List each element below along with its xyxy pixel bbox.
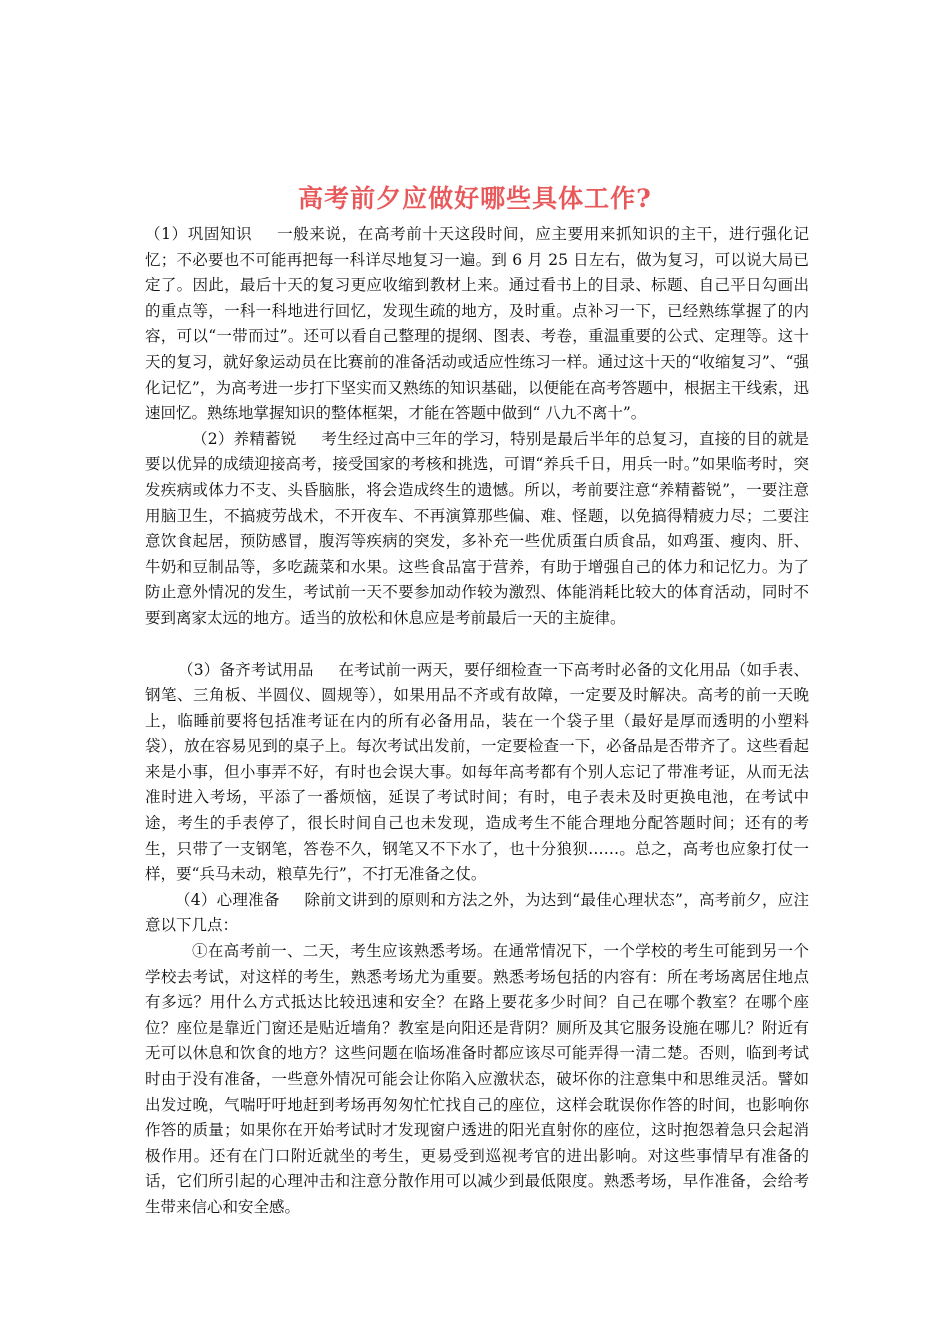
section-text-4: 除前文讲到的原则和方法之外，为达到“最佳心理状态”，高考前夕，应注意以下几点：	[145, 890, 809, 935]
paragraph-2	[145, 427, 809, 632]
paragraph-4	[145, 888, 809, 939]
section-text-2: 考生经过高中三年的学习，特别是最后半年的总复习，直接的目的就是要以优异的成绩迎接高考，接受国家的考核和挑选，可谓“养兵千日，用兵一时。”如果临考时，突发疾病或体力不支、头昏脑胀，将会造成终生的遗憾。所以，考前要注意“养精蓄锐”，一要注意用脑卫生，不搞疲劳战术，不开夜车、不再演算那些偏、难、怪题，以免搞得精疲力尽；二要注意饮食起居，预防感冒，腹泻等疾病的突发，多补充一些优质蛋白质食品，如鸡蛋、瘦肉、肝、牛奶和豆制品等，多吃蔬菜和水果。这些食品富于营养，有助于增强自己的体力和记忆力。为了防止意外情况的发生，考试前一天不要参加动作较为激烈、体能消耗比较大的体育活动，同时不要到离家太远的地方。适当的放松和休息应是考前最后一天的主旋律。	[145, 429, 809, 627]
section-text-1: 一般来说，在高考前十天这段时间，应主要用来抓知识的主干，进行强化记忆；不必要也不可能再把每一科详尽地复习一遍。到 6 月 25 日左右，做为复习，可以说大局已定了。因此，最后十天的复习更应收缩到教材上来。通过看书上的目录、标题、自己平日勾画出的重点等，一科一科地进行回忆，发现生疏的地方，及时重。点补习一下，已经熟练掌握了的内容，可以“一带而过”。还可以看自己整理的提纲、图表、考卷，重温重要的公式、定理等。这十天的复习，就好象运动员在比赛前的准备活动或适应性练习一样。通过这十天的“收缩复习”、“强化记忆”，为高考进一步打下坚实而又熟练的知识基础，以便能在高考答题中，根据主干线索，迅速回忆。熟练地掌握知识的整体框架，才能在答题中做到“ 八九不离十”。	[145, 225, 809, 423]
paragraph-5	[145, 939, 809, 1221]
section-heading-1: （1）巩固知识	[145, 225, 253, 243]
section-heading-2: （2）养精蓄锐	[192, 429, 297, 448]
section-heading-3: （3）备齐考试用品	[178, 660, 314, 679]
paragraph-3	[145, 658, 809, 888]
document-title: 高考前夕应做好哪些具体工作?	[298, 184, 652, 213]
section-heading-4: （4）心理准备	[175, 890, 280, 909]
paragraph-gap	[145, 632, 809, 658]
section-text-3: 在考试前一两天，要仔细检查一下高考时必备的文化用品（如手表、钢笔、三角板、半圆仪、圆规等），如果用品不齐或有故障，一定要及时解决。高考的前一天晚上，临睡前要将包括准考证在内的所有必备用品，装在一个袋子里（最好是厚而透明的小塑料袋），放在容易见到的桌子上。每次考试出发前，一定要检查一下，必备品是否带齐了。这些看起来是小事，但小事弄不好，有时也会误大事。如每年高考都有个别人忘记了带准考证，从而无法准时进入考场，平添了一番烦恼，延误了考试时间；有时，电子表未及时更换电池，在考试中途，考生的手表停了，很长时间自己也未发现，造成考生不能合理地分配答题时间；还有的考生，只带了一支钢笔，答卷不久，钢笔又不下水了，也十分狼狈……。总之，高考也应象打仗一样，要“兵马未动，粮草先行”，不打无准备之仗。	[145, 660, 809, 884]
document-body	[145, 222, 809, 1221]
paragraph-1	[145, 222, 809, 427]
section-text-5: ①在高考前一、二天，考生应该熟悉考场。在通常情况下，一个学校的考生可能到另一个学校去考试，对这样的考生，熟悉考场尤为重要。熟悉考场包括的内容有：所在考场离居住地点有多远？用什么方式抵达比较迅速和安全？在路上要花多少时间？自己在哪个教室？在哪个座位？座位是靠近门窗还是贴近墙角？教室是向阳还是背阴？厕所及其它服务设施在哪儿？附近有无可以休息和饮食的地方？这些问题在临场准备时都应该尽可能弄得一清二楚。否则，临到考试时由于没有准备，一些意外情况可能会让你陷入应激状态，破坏你的注意集中和思维灵活。譬如出发过晚，气喘吁吁地赶到考场再匆匆忙忙找自己的座位，这样会耽误你作答的时间，也影响你作答的质量；如果你在开始考试时才发现窗户透进的阳光直射你的座位，这时抱怨着急只会起消极作用。还有在门口附近就坐的考生，更易受到巡视考官的进出影响。对这些事情早有准备的话，它们所引起的心理冲击和注意分散作用可以减少到最低限度。熟悉考场，早作准备，会给考生带来信心和安全感。	[145, 942, 809, 1216]
